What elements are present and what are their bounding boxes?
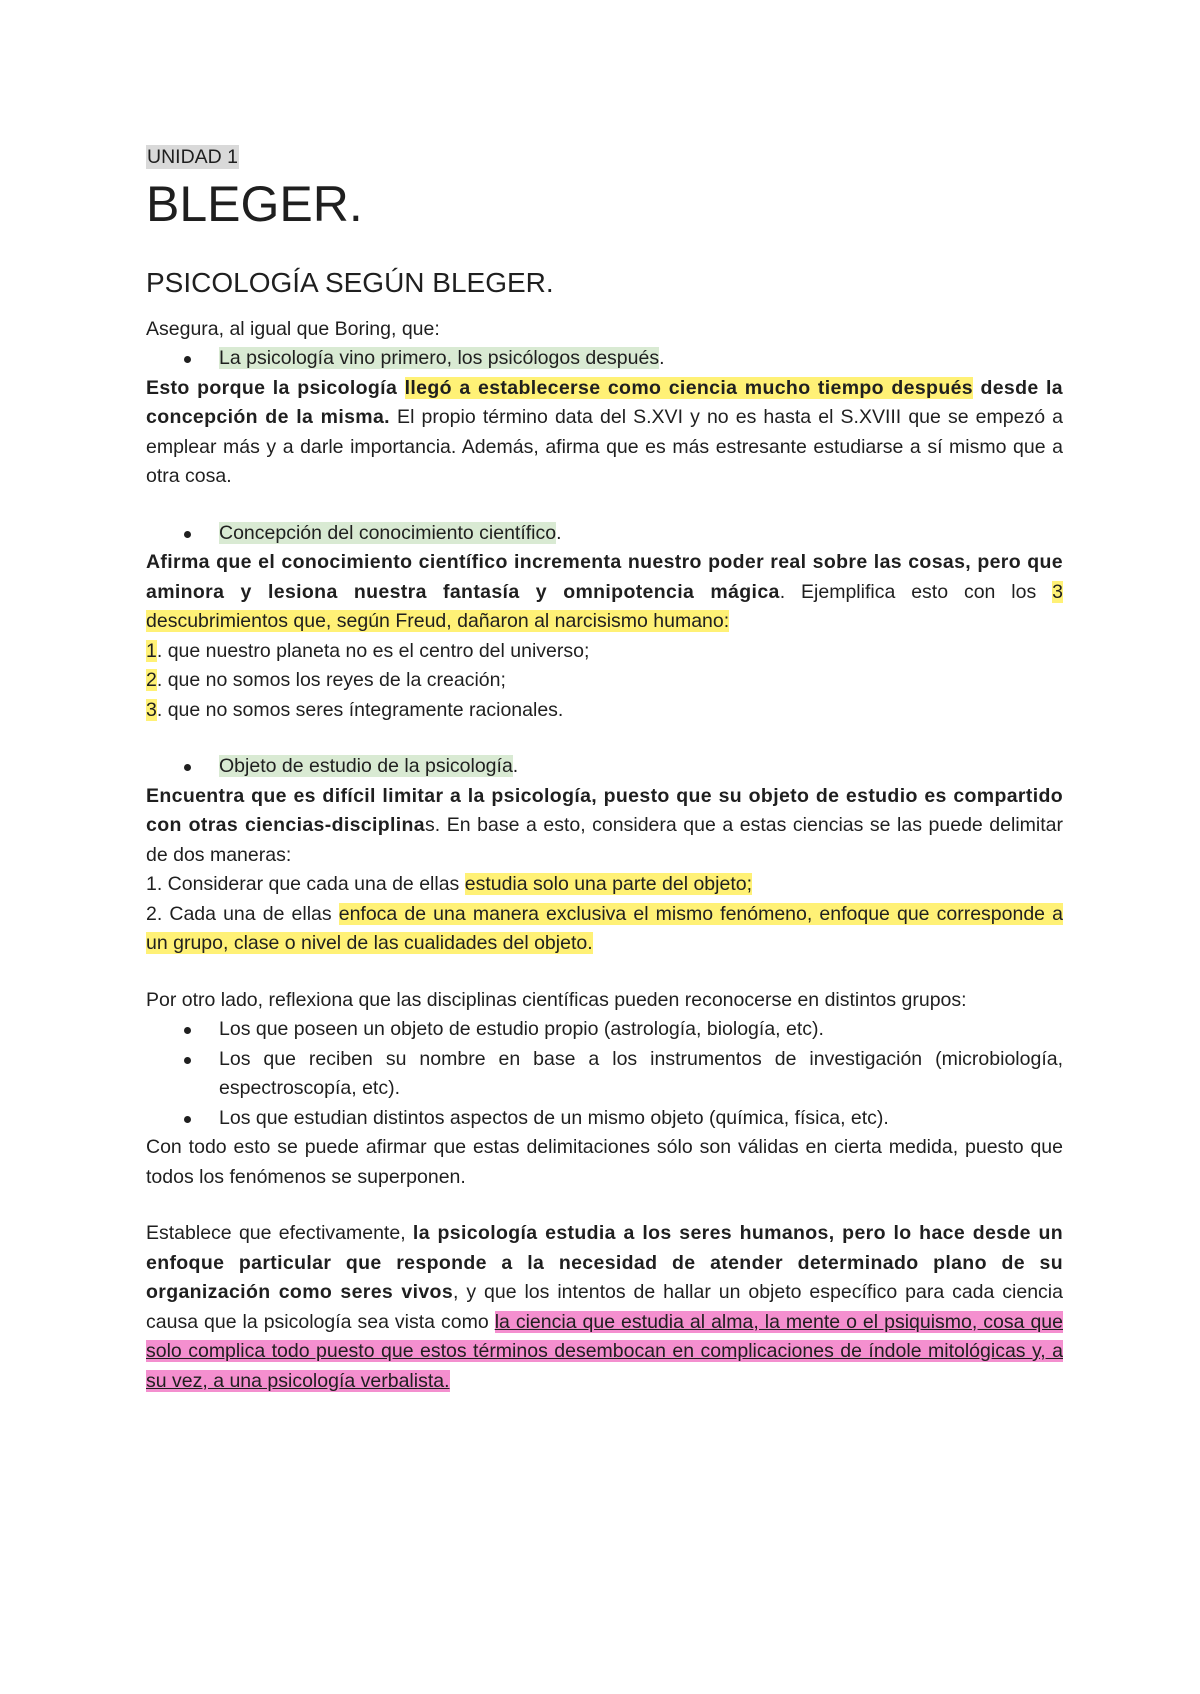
paragraph-4: Por otro lado, reflexiona que las disciplinas científicas pueden reconocerse en distintos grupos: — [146, 988, 967, 1011]
text-highlight: 3 descubrimientos que, según Freud, dañaron al narcisismo humano: — [146, 580, 1063, 632]
section-heading: PSICOLOGÍA SEGÚN BLEGER. — [146, 266, 554, 298]
bullet-period: . — [512, 755, 519, 777]
body-text: El propio término data del S.XVI y no es hasta el S.XVIII que se empezó a emplear más y a darle importancia. Además, afirma que es más estresante estudiarse a sí mismo que a otra cosa. — [146, 406, 1063, 487]
bullet-highlight: La psicología vino primero, los psicólogos después — [219, 347, 660, 369]
item-number: 3 — [146, 698, 157, 721]
bullet-item: Los que poseen un objeto de estudio propio (astrología, biología, etc). — [146, 1015, 1063, 1045]
body-text: , y que los intentos de hallar un objeto específico para cada ciencia causa que la psicología sea vista como — [146, 1281, 1063, 1333]
text-highlight: enfoca de una manera exclusiva el mismo fenómeno, enfoque que corresponde a un grupo, clase o nivel de las cualidades del objeto. — [146, 902, 1063, 954]
bullet-highlight: Concepción del conocimiento científico — [219, 521, 557, 544]
bold-highlight: llegó a establecerse como ciencia mucho tiempo después — [404, 376, 973, 399]
text-highlight: estudia solo una parte del objeto; — [464, 873, 753, 895]
pink-highlight: la ciencia que estudia al alma, la mente o el psiquismo, cosa que solo complica todo puesto que estos términos desembocan en complicaciones de índole mitológicas y, a su vez, a una psicología verbalista. — [146, 1310, 1063, 1392]
bullet-list-1 — [146, 344, 1063, 374]
paragraph-1 — [146, 374, 1063, 492]
bullet-list-3 — [146, 752, 1063, 782]
item-text: . que no somos los reyes de la creación; — [156, 669, 506, 691]
item-text: . que no somos seres íntegramente racionales. — [156, 698, 564, 721]
bullet-item — [146, 344, 1063, 374]
item-text: . que nuestro planeta no es el centro del universo; — [156, 639, 590, 662]
unit-label: UNIDAD 1 — [147, 146, 239, 168]
numbered-item — [146, 900, 1063, 959]
bold-text: la psicología estudia a los seres humanos, pero lo hace desde un enfoque particular que responde a la necesidad de atender determinado plano de su organización como seres vivos — [146, 1222, 1063, 1303]
document-page — [146, 143, 1063, 1396]
bold-text: Esto porque la psicología — [146, 376, 405, 399]
bullet-list-4 — [146, 1015, 1063, 1133]
body-text: Establece que efectivamente, — [146, 1222, 413, 1244]
numbered-item — [146, 696, 1063, 726]
numbered-item — [146, 870, 1063, 900]
paragraph-2 — [146, 548, 1063, 637]
paragraph-5 — [146, 1219, 1063, 1396]
document-title: BLEGER. — [146, 175, 363, 232]
bullet-item — [146, 752, 1063, 782]
item-text: 1. Considerar que cada una de ellas — [146, 873, 465, 895]
bold-text: Encuentra que es difícil limitar a la psicología, puesto que su objeto de estudio es compartido con otras ciencias-disciplina — [146, 784, 1063, 836]
bold-text: Afirma que el conocimiento científico incrementa nuestro poder real sobre las cosas, pero que aminora y lesiona nuestra fantasía y omnipotencia mágica — [146, 551, 1063, 603]
numbered-item — [146, 666, 1063, 696]
paragraph-3 — [146, 782, 1063, 871]
bullet-item — [146, 519, 1063, 549]
bold-text: desde la concepción de la misma. — [146, 376, 1063, 428]
bullet-item: Los que reciben su nombre en base a los instrumentos de investigación (microbiología, espectroscopía, etc). — [146, 1045, 1063, 1104]
bullet-item: Los que estudian distintos aspectos de un mismo objeto (química, física, etc). — [146, 1104, 1063, 1134]
item-text: 2. Cada una de ellas — [146, 902, 339, 925]
body-text: . Ejemplifica esto con los — [779, 580, 1053, 603]
bullet-list-2 — [146, 519, 1063, 549]
body-text: s. En base a esto, considera que a estas ciencias se las puede delimitar de dos maneras: — [146, 814, 1063, 866]
item-number: 1 — [146, 639, 157, 662]
paragraph-4-closing: Con todo esto se puede afirmar que estas delimitaciones sólo son válidas en cierta medida, puesto que todos los fenómenos se superponen. — [146, 1136, 1063, 1188]
intro-text: Asegura, al igual que Boring, que: — [146, 317, 440, 340]
bullet-period: . — [659, 347, 665, 369]
item-number: 2 — [146, 669, 157, 691]
bullet-highlight: Objeto de estudio de la psicología — [219, 755, 513, 777]
bullet-period: . — [556, 521, 562, 544]
numbered-item — [146, 637, 1063, 667]
